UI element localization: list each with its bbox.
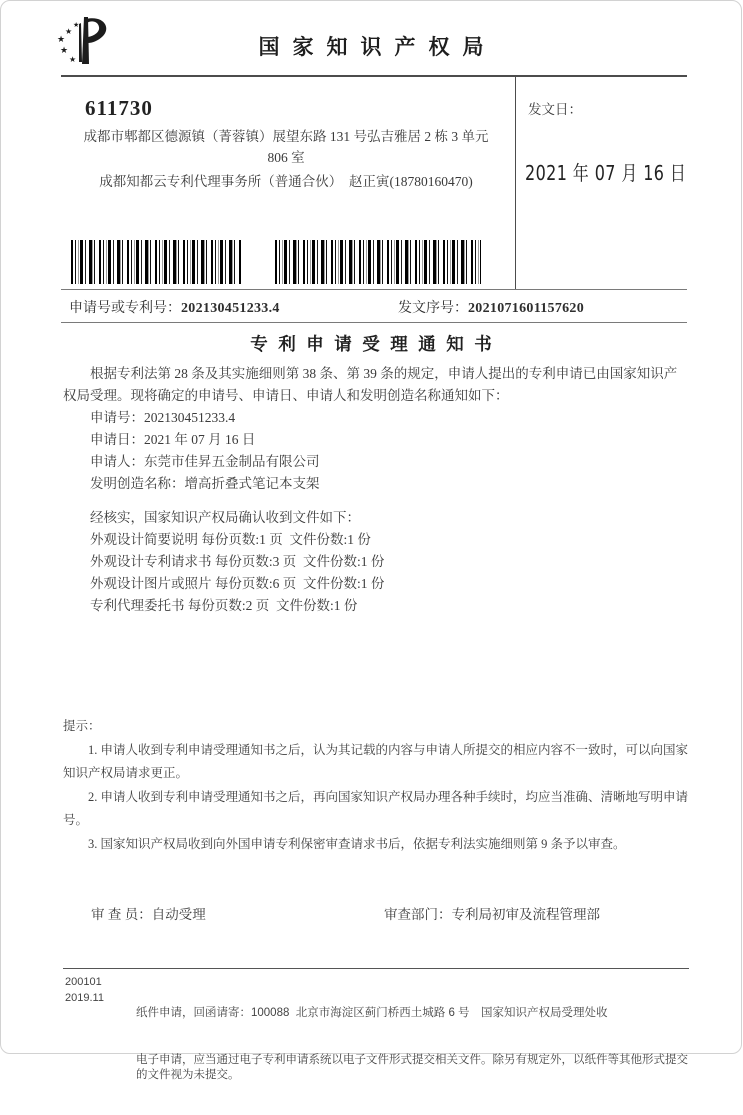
barcode-1 [71,240,241,284]
department-value: 专利局初审及流程管理部 [451,907,600,922]
form-code: 200101 [65,976,102,988]
field-application-no: 申请号：202130451233.4 [90,410,236,425]
notice-body [63,363,689,617]
tips-section [63,715,690,856]
recipient-address-line1: 成都市郫都区德源镇（菁蓉镇）展望东路 131 号弘吉雅居 2 栋 3 单元 [83,129,489,144]
divider-below-numbers [61,322,687,323]
document-line: 外观设计专利请求书 每份页数:3 页 文件份数:1 份 [90,554,385,569]
notice-intro: 根据专利法第 28 条及其实施细则第 38 条、第 39 条的规定，申请人提出的专利申请已由国家知识产权局受理。现将确定的申请号、申请日、申请人和发明创造名称通知如下： [63,366,678,403]
document-line: 外观设计图片或照片 每份页数:6 页 文件份数:1 份 [90,576,385,591]
field-application-date: 申请日：2021 年 07 月 16 日 [90,432,256,447]
application-no-label: 申请号或专利号： [69,301,181,316]
serial-no-value: 2021071601157620 [468,301,585,316]
footer-eline: 电子申请，应当通过电子专利申请系统以电子文件形式提交相关文件。除另有规定外，以纸件等其他形式提交的文件视为未提交。 [136,1053,688,1081]
divider-above-numbers [61,289,687,290]
svg-text:★: ★ [65,27,73,36]
svg-text:★: ★ [60,45,69,55]
form-date: 2019.11 [65,991,104,1004]
department-label: 审查部门： [384,907,452,922]
serial-no-group [398,297,584,317]
tips-title: 提示： [63,719,101,733]
recipient-address-line2: 806 室 [267,150,305,165]
field-applicant: 申请人：东莞市佳昇五金制品有限公司 [90,454,320,469]
document-line: 外观设计简要说明 每份页数:1 页 文件份数:1 份 [90,532,371,547]
field-invention-name: 发明创造名称：增高折叠式笔记本支架 [90,476,320,491]
received-intro: 经核实，国家知识产权局确认收到文件如下： [90,510,360,525]
tip-item: 1. 申请人收到专利申请受理通知书之后，认为其记载的内容与申请人所提交的相应内容不一致时，可以向国家知识产权局请求更正。 [63,742,689,780]
footer-divider [63,968,689,969]
recipient-agency-line: 成都知都云专利代理事务所（普通合伙） 赵正寅(18780160470) [99,174,473,189]
application-no-value: 202130451233.4 [181,301,280,316]
examiner-label: 审 查 员： [91,907,152,922]
examiner-group [91,903,206,923]
svg-text:★: ★ [69,55,77,64]
barcode-2 [275,240,481,284]
vertical-divider [515,75,516,289]
postal-code: 611730 [85,96,153,120]
org-title: 国家知识产权局 [258,36,497,59]
document-line: 专利代理委托书 每份页数:2 页 文件份数:1 份 [90,598,358,613]
numbers-bar [63,297,689,321]
application-no-group [69,297,280,317]
form-codes [65,975,135,1006]
issue-date-value: 2021 年 07 月 16 日 [525,161,687,185]
examiner-value: 自动受理 [151,907,206,922]
header-divider [61,75,687,77]
issue-date-label: 发文日： [528,102,582,117]
footer-paper-line: 纸件申请，回函请寄：100088 北京市海淀区蓟门桥西土城路 6 号 国家知识产权局受理处收 [136,1007,608,1019]
footer-text [136,975,692,1115]
tip-item: 3. 国家知识产权局收到向外国申请专利保密审查请求书后，依据专利法实施细则第 9 条予以审查。 [88,836,626,851]
notice-title: 专利申请受理通知书 [250,334,503,354]
serial-no-label: 发文序号： [398,301,468,316]
recipient-block [63,98,509,192]
svg-text:★: ★ [57,34,66,44]
tip-item: 2. 申请人收到专利申请受理通知书之后，再向国家知识产权局办理各种手续时，均应当准确、清晰地写明申请号。 [63,789,689,827]
svg-text:★: ★ [73,21,80,29]
department-group [384,903,600,923]
